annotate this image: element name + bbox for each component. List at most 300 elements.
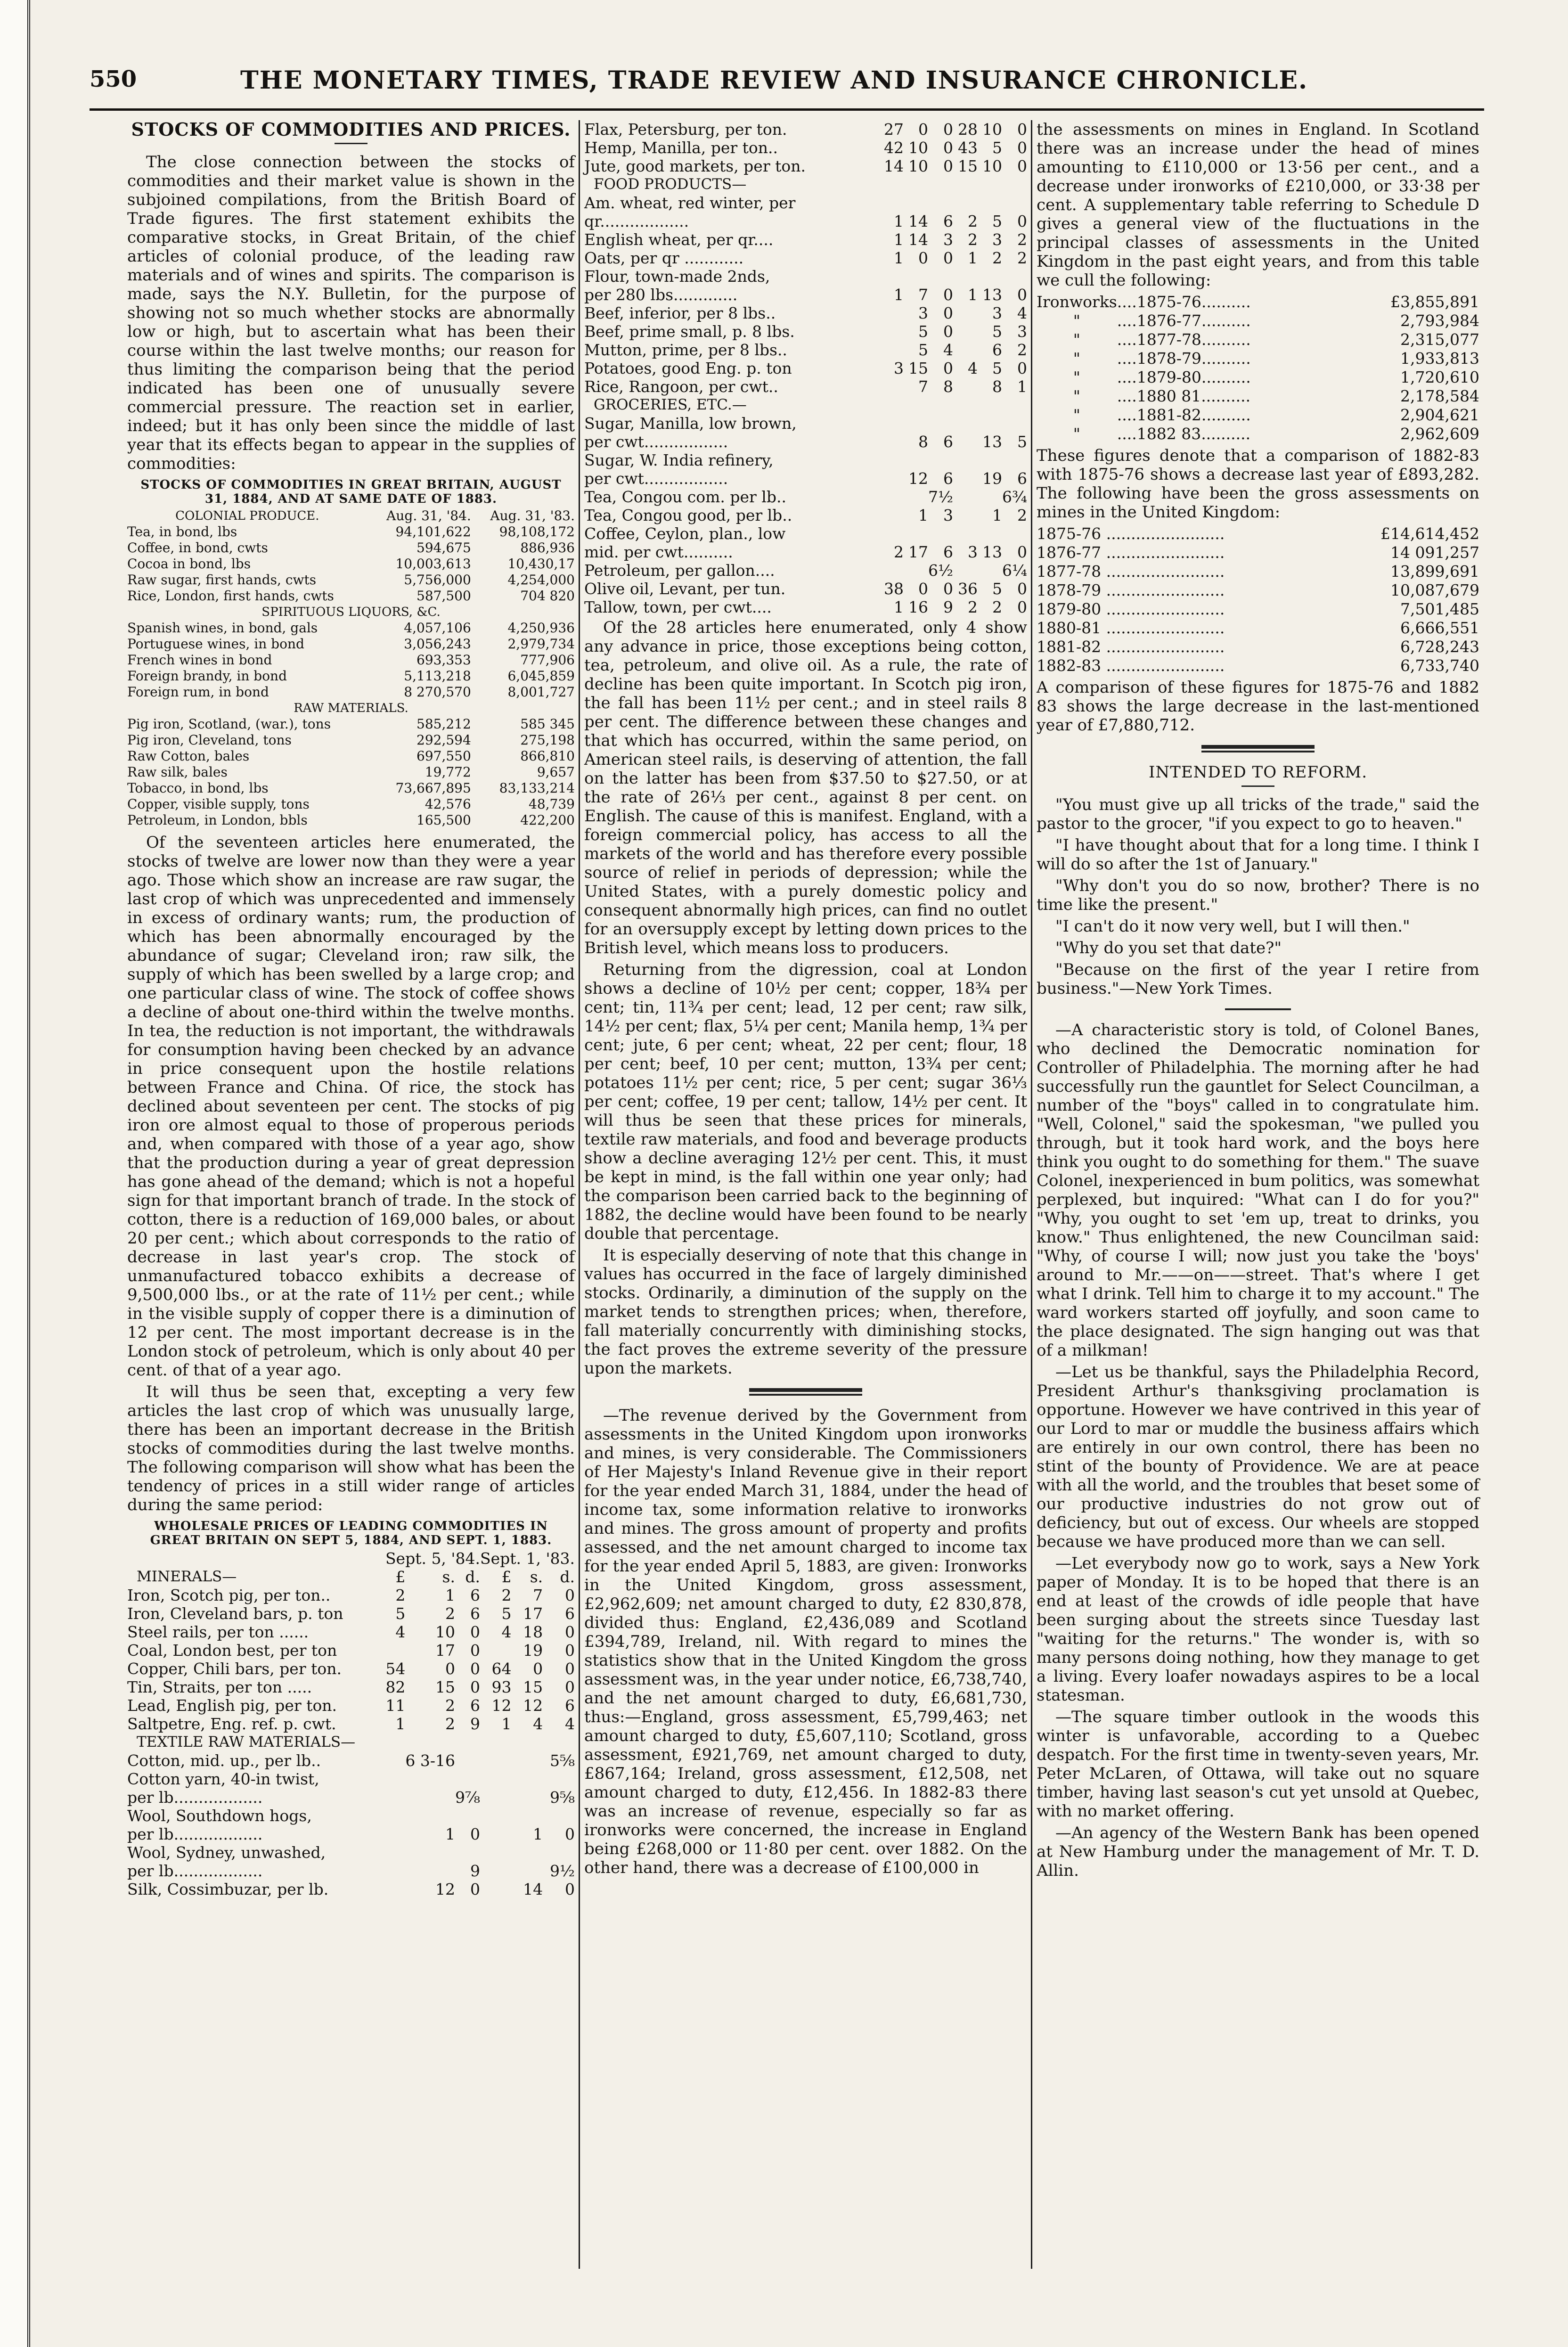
table-row [127, 1586, 575, 1604]
prices-groceries-rows [584, 414, 1027, 616]
table-cell [978, 561, 1002, 580]
table-cell: 2,962,609 [1400, 425, 1479, 443]
table-cell [405, 1770, 455, 1788]
table-cell: 6 [1017, 469, 1027, 488]
table-cell: 27 [884, 120, 904, 139]
table-cell: 886,936 [520, 540, 575, 556]
table-cell: 2 [445, 1715, 455, 1733]
table-cell: 2,793,984 [1400, 311, 1479, 330]
table-cell [455, 1807, 480, 1825]
table-cell: 5 [1017, 433, 1027, 451]
table-cell: 6 [943, 433, 954, 451]
table-cell: 2 [968, 212, 978, 230]
table-cell: 19 [982, 469, 1003, 488]
unit-label: s. [442, 1568, 455, 1586]
table-cell: 8 [918, 433, 929, 451]
stocks-raw-rows [127, 716, 575, 828]
table-cell [381, 1880, 405, 1898]
table-cell [480, 1880, 512, 1898]
table-cell: 7 [918, 377, 929, 396]
table-row [1037, 425, 1479, 443]
table-cell: 6¼ [1002, 561, 1027, 580]
table-header-row [127, 508, 575, 524]
table-cell: 5 [501, 1604, 512, 1623]
heading-dash [1241, 785, 1274, 787]
table-cell: 10,430,17 [507, 556, 575, 572]
table-cell: 866,810 [520, 748, 575, 764]
table-cell: 64 [491, 1660, 512, 1678]
section-divider [1201, 745, 1315, 752]
stocks-spirits-rows [127, 620, 575, 700]
table-cell: Iron, Cleveland bars, p. ton [127, 1604, 343, 1623]
table-cell: 8,001,727 [507, 684, 575, 700]
table-cell: " [1073, 330, 1080, 349]
table-row [584, 524, 1027, 543]
table-cell [543, 1807, 575, 1825]
table-cell: 1878-79 ........................ [1037, 581, 1225, 599]
table-cell: 5 [992, 139, 1003, 157]
table-row [584, 359, 1027, 377]
table-cell: Cocoa in bond, lbs [127, 556, 251, 572]
table-cell: Flour, town-made 2nds, [584, 267, 770, 286]
table-row [127, 1825, 575, 1843]
table-cell: 0 [943, 580, 954, 598]
table-cell: 1 [894, 249, 904, 267]
table-row [584, 561, 1027, 580]
unit-label: s. [530, 1568, 543, 1586]
table-cell: 5 [992, 359, 1003, 377]
table-cell: Coal, London best, per ton [127, 1641, 337, 1660]
table-cell: per lb.................. [127, 1862, 263, 1880]
table-cell: 5 [918, 322, 929, 341]
table-cell: 1 [533, 1825, 543, 1843]
table-row [584, 120, 1027, 139]
table-row [127, 1788, 575, 1807]
table-cell: 0 [1017, 359, 1027, 377]
table-cell: £14,614,452 [1380, 524, 1479, 543]
paragraph: —Let everybody now go to work, says a New York paper of Monday. It is to be hoped that there is an end at least of the crowds of idle people that have been surging about the streets since Tuesday last "waiting for the returns." The wonder is, with so many persons doing nothing, how they manage to get a living. Every loafer nowadays aspires to be a local statesman. [1037, 1554, 1479, 1705]
paragraph: —Let us be thankful, says the Philadelphia Record, President Arthur's thanksgiving proclamation is opportune. However we have contrived in this year of our Lord to mar or muddle the business affairs which are entirely in our own control, there has been no stint of the bounty of Providence. We are at peace with all the world, and the troubles that beset some of our productive industries do not grow out of deficiency, but out of excess. Our wheels are stopped because we have produced more than we can sell. [1037, 1363, 1479, 1551]
table-row [127, 540, 575, 556]
table-row [127, 1880, 575, 1898]
table-cell: 19 [523, 1641, 543, 1660]
table-cell: 0 [918, 120, 929, 139]
table-cell: 82 [385, 1678, 406, 1696]
paragraph: It will thus be seen that, excepting a very few articles the last crop of which was unusually large, there has been an important decrease in the British stocks of commodities during the last twelve months. The following comparison will show what has been the tendency of prices in a still wider range of articles during the same period: [127, 1382, 575, 1514]
table-header: Sept. 1, '83. [480, 1549, 575, 1568]
table-cell: 83,133,214 [499, 780, 575, 796]
table-cell: 4 [968, 359, 978, 377]
table-row [127, 1715, 575, 1733]
prices-textile-rows [127, 1751, 575, 1898]
table-cell: 6,728,243 [1400, 638, 1479, 656]
table-cell: 94,101,622 [395, 524, 471, 540]
table-cell: 19,772 [425, 764, 471, 780]
table-cell: Foreign brandy, in bond [127, 668, 287, 684]
table-cell: 13 [982, 286, 1003, 304]
table-cell: 8 [943, 377, 954, 396]
table-cell: Pig iron, Scotland, (war.), tons [127, 716, 331, 732]
table-row [1037, 543, 1479, 562]
table-row [1037, 406, 1479, 425]
table-cell [405, 1862, 455, 1880]
table-cell: 1881-82 ........................ [1037, 638, 1225, 656]
mines-table [1037, 524, 1479, 675]
table-row [584, 543, 1027, 561]
table-cell: Cotton, mid. up., per lb.. [127, 1751, 321, 1770]
table-cell [978, 414, 1002, 433]
table-cell [953, 341, 978, 359]
table-row [1037, 311, 1479, 330]
table-cell [879, 433, 904, 451]
table-cell: " [1073, 311, 1080, 330]
table-cell [480, 1788, 512, 1807]
table-row [1037, 349, 1479, 368]
table-cell: " [1073, 368, 1080, 386]
table-cell [879, 451, 904, 469]
paragraph: the assessments on mines in England. In Scotland there was an increase under the head of mines amounting to £110,000 or 13·56 per cent., and a decrease under ironworks of £210,000, or 33·38 per cent. A supplementary table referring to Schedule D gives a general view of the fluctuations in the principal classes of assessments in the United Kingdom in the past eight years, and from this table we cull the following: [1037, 120, 1479, 290]
table-cell: Copper, Chili bars, per ton. [127, 1660, 342, 1678]
table-row [127, 636, 575, 652]
section-divider [749, 1388, 862, 1396]
table-cell: 8 [992, 377, 1003, 396]
table-cell: 0 [918, 249, 929, 267]
table-row [127, 556, 575, 572]
paragraph: —The square timber outlook in the woods this winter is unfavorable, according to a Quebec despatch. For the first time in twenty-seven years, Mr. Peter McLaren, of Ottawa, will take out no square timber, having last season's cut yet unsold at Quebec, with no market offering. [1037, 1708, 1479, 1821]
table-units-row [127, 1568, 575, 1586]
table-cell: Jute, good markets, per ton. [584, 157, 806, 175]
table-cell [879, 267, 904, 286]
table-cell [928, 451, 953, 469]
table-cell: 0 [565, 1660, 575, 1678]
table-cell: 7 [533, 1586, 543, 1604]
table-cell: 0 [470, 1678, 480, 1696]
table-row [127, 652, 575, 668]
table-cell: 15 [908, 359, 929, 377]
table-cell: 10,087,679 [1390, 581, 1479, 599]
table-cell: 6¾ [1002, 488, 1027, 506]
unit-label: d. [465, 1568, 480, 1586]
table-row [584, 230, 1027, 249]
table-cell: 1 [968, 249, 978, 267]
table-cell [953, 304, 978, 322]
table-cell: Coffee, Ceylon, plan., low [584, 524, 786, 543]
table-cell [405, 1843, 455, 1862]
table-cell: 2 [992, 249, 1003, 267]
table-cell: Tea, Congou good, per lb.. [584, 506, 792, 524]
table-cell: 3 [894, 359, 904, 377]
table-header: Aug. 31, '84. [386, 508, 471, 523]
table-cell: 2,979,734 [507, 636, 575, 652]
table-cell: 14 [884, 157, 904, 175]
unit-label: £ [395, 1568, 406, 1586]
prices-food-rows [584, 194, 1027, 396]
table-cell: English wheat, per qr.... [584, 230, 774, 249]
table-cell: 16 [908, 598, 929, 616]
table-cell: 0 [565, 1641, 575, 1660]
table-cell: Ironworks [1037, 293, 1117, 311]
table-cell: Lead, English pig, per ton. [127, 1696, 337, 1715]
table-cell: 10 [908, 157, 929, 175]
table-cell: per cwt................. [584, 433, 728, 451]
table-row [584, 286, 1027, 304]
table-cell: 9⅝ [550, 1788, 575, 1807]
table-cell [381, 1770, 405, 1788]
table-cell: 1,720,610 [1400, 368, 1479, 386]
table-cell: 3 [943, 506, 954, 524]
table-cell: 0 [470, 1880, 480, 1898]
table-cell: 2,904,621 [1400, 406, 1479, 424]
table-header: Aug. 31, '83. [490, 508, 575, 523]
table-cell: Copper, visible supply, tons [127, 796, 310, 812]
table-cell: 0 [470, 1623, 480, 1641]
table-row [127, 684, 575, 700]
table-cell: 18 [523, 1623, 543, 1641]
column-rule-1 [579, 120, 580, 2269]
table-row [127, 1807, 575, 1825]
table-cell: 9 [470, 1715, 480, 1733]
table-cell: Petroleum, in London, bbls [127, 812, 308, 828]
table-cell: 1,933,813 [1400, 349, 1479, 368]
table-row [584, 451, 1027, 469]
table-cell: French wines in bond [127, 652, 272, 668]
table-cell: 0 [1017, 139, 1027, 157]
table-cell: 12 [435, 1880, 455, 1898]
table-row [127, 732, 575, 748]
paragraph: "Why don't you do so now, brother? There is no time like the present." [1037, 876, 1479, 914]
paragraph: "You must give up all tricks of the trade," said the pastor to the grocer, "if you expect to go to heaven." [1037, 795, 1479, 833]
table-cell: Saltpetre, Eng. ref. p. cwt. [127, 1715, 336, 1733]
table-cell: 2 [1017, 506, 1027, 524]
table-cell: ....1875-76.......... [1117, 293, 1251, 311]
table-cell: Tallow, town, per cwt.... [584, 598, 772, 616]
table-cell: 1 [501, 1715, 512, 1733]
table-cell: Raw silk, bales [127, 764, 228, 780]
table-cell [904, 194, 928, 212]
table-cell: 11 [385, 1696, 406, 1715]
table-cell [1002, 451, 1027, 469]
table-cell: per 280 lbs............. [584, 286, 738, 304]
table-cell [953, 194, 978, 212]
table-row [1037, 562, 1479, 581]
table-cell: Am. wheat, red winter, per [584, 194, 796, 212]
table-cell [953, 469, 978, 488]
heading-dash [335, 143, 368, 144]
table-cell [543, 1770, 575, 1788]
table-cell: 48,739 [529, 796, 575, 812]
table-cell: 5⅝ [550, 1751, 575, 1770]
table-cell: 2 [445, 1696, 455, 1715]
table-row [584, 139, 1027, 157]
paragraph: "Because on the first of the year I retire from business."—New York Times. [1037, 960, 1479, 998]
table-cell: 0 [943, 157, 954, 175]
table-row [584, 341, 1027, 359]
section-label: MINERALS— [137, 1568, 237, 1585]
table-row [1037, 524, 1479, 543]
table-row [127, 620, 575, 636]
table-cell: 0 [943, 139, 954, 157]
table-cell: 5 [992, 580, 1003, 598]
mines-rows [1037, 524, 1479, 675]
table-header-row [127, 1549, 575, 1568]
table-cell: 3 [992, 230, 1003, 249]
table-cell: 13,899,691 [1390, 562, 1479, 581]
table-cell [480, 1641, 512, 1660]
table-cell: 73,667,895 [395, 780, 471, 796]
table-cell [879, 304, 904, 322]
table-cell [512, 1770, 543, 1788]
paragraph: Of the 28 articles here enumerated, only 4 show any advance in price, those exceptions being cotton, tea, petroleum, and olive oil. As a rule, the rate of decline has been quite important. In Scotch pig iron, the fall has been 11½ per cent.; and in steel rails 8 per cent. The difference between these changes and that which has occurred, within the same period, on American steel rails, is deserving of attention, the fall on the latter has been from $37.50 to $27.50, or at the rate of 26⅓ per cent., against 8 per cent. on English. The cause of this is manifest. England, with a foreign commercial policy, has access to all the markets of the world and has therefore every possible source of relief in periods of depression; while the United States, with a purely domestic policy and consequent abnormally high prices, can find no outlet for an oversupply except by letting down prices to the British level, which means loss to producers. [584, 618, 1027, 957]
table-cell: 6½ [928, 561, 954, 580]
table-cell: 6 [470, 1604, 480, 1623]
table-cell: 1882-83 ........................ [1037, 656, 1225, 675]
table-cell [879, 194, 904, 212]
table-cell: Tobacco, in bond, lbs [127, 780, 269, 796]
table-cell: Oats, per qr ............ [584, 249, 744, 267]
table-cell: 28 [958, 120, 978, 139]
table-cell: 1 [894, 212, 904, 230]
table-cell [480, 1825, 512, 1843]
table-cell [512, 1751, 543, 1770]
table-cell: 5 [992, 322, 1003, 341]
table-cell: qr.................. [584, 212, 689, 230]
table-header: Sept. 5, '84. [385, 1549, 480, 1568]
table-cell [904, 414, 928, 433]
section-label: SPIRITUOUS LIQUORS, &C. [261, 605, 441, 619]
table-row [584, 488, 1027, 506]
table-cell: " [1073, 425, 1080, 443]
paragraph: Of the seventeen articles here enumerated, the stocks of twelve are lower now than they were a year ago. Those which show an increase are raw sugar, the last crop of which was unprecedented and immensely in excess of ordinary wants; rum, the production of which has been abnormally encouraged by the abundance of sugar; Cleveland iron; raw silk, the supply of which has been swelled by a large crop; and one particular class of wine. The stock of coffee shows a decline of about one-third within the twelve months. In tea, the reduction is not important, the withdrawals for consumption having been checked by an advance in price consequent upon the hostile relations between France and China. Of rice, the stock has declined about seventeen per cent. The stocks of pig iron ore almost equal to those of properous periods and, when compared with those of a year ago, show that the production during a year of great depression has gone ahead of the demand; which is not a hopeful sign for that important branch of trade. In the stock of cotton, there is a reduction of 169,000 bales, or about 20 per cent.; which about corresponds to the ratio of decrease in last year's crop. The stock of unmanufactured tobacco exhibits a decrease of 9,500,000 lbs., or at the rate of 11½ per cent.; while in the visible supply of copper there is a diminution of 12 per cent. The most important decrease is in the London stock of petroleum, which is only about 40 per cent. of that of a year ago. [127, 833, 575, 1380]
table-cell: 585,212 [416, 716, 471, 732]
table-cell: 1875-76 ........................ [1037, 524, 1225, 543]
table-cell: Foreign rum, in bond [127, 684, 269, 700]
table-cell: 2,178,584 [1400, 387, 1479, 405]
paragraph: The close connection between the stocks of commodities and their market value is shown in the subjoined compilations, from the British Board of Trade figures. The first statement exhibits the comparative stocks, in Great Britain, of the chief articles of colonial produce, of the leading raw materials and of wines and spirits. The comparison is made, says the N.Y. Bulletin, for the purpose of showing not so much whether stocks are abnormally low or high, but to ascertain what has been their course within the last twelve months; our reason for thus limiting the comparison being that the period indicated has been one of unusually severe commercial pressure. The reaction set in earlier, indeed; but it has only been since the middle of last year that its effects began to appear in the supplies of commodities: [127, 153, 575, 473]
binding-edge [0, 0, 30, 2347]
table-cell [405, 1807, 455, 1825]
table-row [1037, 656, 1479, 675]
table-cell: 10 [982, 157, 1003, 175]
table-cell: 704 820 [520, 588, 575, 604]
table-cell: Raw Cotton, bales [127, 748, 250, 764]
table-cell: 3 [918, 304, 929, 322]
table-row [1037, 368, 1479, 387]
table-cell: 6 [565, 1604, 575, 1623]
table-cell: 587,500 [416, 588, 471, 604]
table-row [584, 157, 1027, 175]
table-cell: 1 [894, 230, 904, 249]
table-cell [904, 524, 928, 543]
table-cell: 6 [943, 469, 954, 488]
table-cell [953, 524, 978, 543]
section-row [127, 1733, 575, 1751]
table-cell: 0 [943, 359, 954, 377]
table-row [584, 469, 1027, 488]
table-cell: " [1073, 406, 1080, 424]
table-cell [381, 1807, 405, 1825]
table-cell [928, 267, 953, 286]
table-cell: Olive oil, Levant, per tun. [584, 580, 786, 598]
table-cell: ....1876-77.......... [1117, 311, 1251, 330]
table-cell: ....1879-80.......... [1117, 368, 1251, 386]
column-3 [1037, 120, 1479, 1883]
table-row [127, 1770, 575, 1788]
table-cell [512, 1807, 543, 1825]
table-cell: 6 [565, 1696, 575, 1715]
table-cell: 1879-80 ........................ [1037, 600, 1225, 618]
table-row [584, 414, 1027, 433]
table-cell: 275,198 [520, 732, 575, 748]
stocks-table-title: STOCKS OF COMMODITIES IN GREAT BRITAIN, AUGUST 31, 1884, AND AT SAME DATE OF 1883. [140, 478, 562, 506]
table-cell [879, 322, 904, 341]
prices-table-title: WHOLESALE PRICES OF LEADING COMMODITIES IN GREAT BRITAIN ON SEPT 5, 1884, AND SEPT. 1, 1883. [150, 1519, 552, 1547]
table-cell: 17 [435, 1641, 455, 1660]
header-rule [90, 108, 1484, 111]
table-cell: 2 [968, 230, 978, 249]
table-row [127, 780, 575, 796]
table-cell: 15 [523, 1678, 543, 1696]
table-cell: ....1881-82.......... [1117, 406, 1251, 424]
stocks-colonial-rows [127, 524, 575, 604]
table-cell: 6 3-16 [405, 1751, 455, 1770]
ironworks-rows [1037, 293, 1479, 443]
table-cell: 17 [523, 1604, 543, 1623]
table-cell: 13 [982, 433, 1003, 451]
table-cell: ....1878-79.......... [1117, 349, 1251, 368]
paragraph: —The revenue derived by the Government from assessments in the United Kingdom upon ironworks and mines, is very considerable. The Commissioners of Her Majesty's Inland Revenue give in their report for the year ended March 31, 1884, under the head of income tax, some information relative to ironworks and mines. The gross amount of property and profits assessed, and the net amount charged to income tax for the year ended April 5, 1883, are given: Ironworks in the United Kingdom, gross assessment, £2,962,609; net amount charged to duty, £2 830,878, divided thus: England, £2,436,089 and Scotland £394,789, Ireland, nil. With regard to mines the statistics show that in the United Kingdom the gross assessment was, in the year under notice, £6,738,740, and the net amount charged to duty, £6,681,730, thus:—England, gross assessment, £5,799,463; net amount charged to duty, £5,607,110; Scotland, gross assessment, £921,769, net amount charged to duty, £867,164; Ireland, gross assessment, £12,508, net amount charged to duty, £12,456. In 1882-83 there was an increase of revenue, especially so far as ironworks were concerned, the increase in England being £268,000 or 11·80 per cent. over 1882. On the other hand, there was a decrease of £100,000 in [584, 1406, 1027, 1877]
table-cell [381, 1751, 405, 1770]
unit-label: £ [501, 1568, 512, 1586]
table-cell: 4,250,936 [507, 620, 575, 636]
table-cell: 7 [918, 286, 929, 304]
table-cell: 1876-77 ........................ [1037, 543, 1225, 562]
table-row [584, 249, 1027, 267]
table-cell: 15 [435, 1678, 455, 1696]
table-cell: 3 [968, 543, 978, 561]
table-cell [904, 267, 928, 286]
table-cell: 9 [943, 598, 954, 616]
table-row [127, 748, 575, 764]
table-cell: Sugar, Manilla, low brown, [584, 414, 797, 433]
table-cell [381, 1825, 405, 1843]
table-cell: 1877-78 ........................ [1037, 562, 1225, 581]
table-cell: 98,108,172 [499, 524, 575, 540]
table-cell: 292,594 [416, 732, 471, 748]
table-row [127, 1678, 575, 1696]
table-cell: Tea, Congou com. per lb.. [584, 488, 786, 506]
table-row [127, 1641, 575, 1660]
table-row [584, 580, 1027, 598]
table-cell: 1880-81 ........................ [1037, 619, 1225, 637]
table-cell: 43 [958, 139, 978, 157]
table-cell [1002, 524, 1027, 543]
table-cell: 5 [992, 212, 1003, 230]
table-cell: 4,057,106 [404, 620, 471, 636]
table-row [584, 506, 1027, 524]
table-cell: Steel rails, per ton ...... [127, 1623, 309, 1641]
table-row [127, 1604, 575, 1623]
table-cell [480, 1807, 512, 1825]
table-cell: 7½ [928, 488, 954, 506]
table-row [584, 304, 1027, 322]
table-cell: per cwt................. [584, 469, 728, 488]
column-2 [584, 120, 1027, 1880]
table-cell: 4 [533, 1715, 543, 1733]
table-cell: 0 [1017, 212, 1027, 230]
table-cell: Petroleum, per gallon.... [584, 561, 775, 580]
table-cell [455, 1770, 480, 1788]
table-cell: 0 [1017, 157, 1027, 175]
